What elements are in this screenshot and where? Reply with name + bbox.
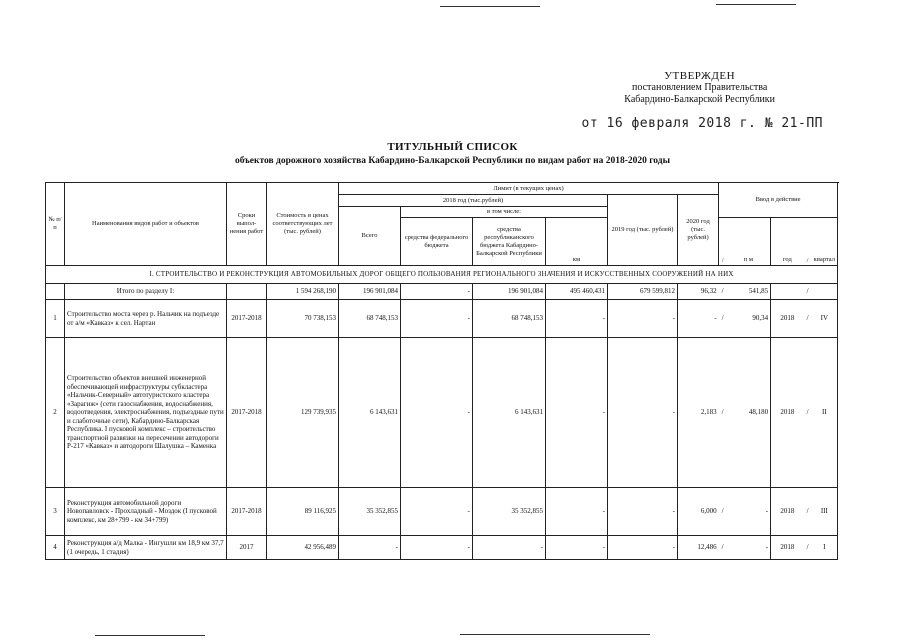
header-quarter: квартал — [812, 218, 838, 266]
cell-federal: - — [401, 284, 473, 300]
table-row: 4 Реконструкция а/д Малка - Ингушли км 18,9 км 37,7 (1 очередь, 1 стадия) 2017 42 956,489 - - - - - 12,486 / - 2018 / I — [46, 536, 838, 560]
cell-name: Реконструкция автомобильной дороги Новопавловск - Прохладный - Моздок (I пусковой комплекс, км 28+799 - км 34+799) — [65, 488, 227, 536]
approval-date: от 16 февраля 2018 г. № 21-ПП — [581, 116, 823, 131]
cell-terms: 2017 — [227, 536, 267, 560]
header-2018: 2018 год (тыс.рублей) — [339, 195, 608, 207]
header-2020: 2020 год (тыс. рублей) — [678, 195, 719, 266]
header-pm: п м — [727, 218, 771, 266]
title-list-table: № п/п Наименования видов работ и объектов Сроки выпол-нения работ Стоимость в ценах соответствующих лет (тыс. рублей) Лимит (в текущих ценах) Ввод в действие 2018 год (тыс.рублей) 2019 год (тыс. рублей) 2020 год (тыс. рублей) Всего в том числе: средства федерального бюджета средства республиканского бюджета Кабардино-Балкарской Республики км / п м год / квартал I. СТРОИТЕЛЬСТВО И РЕКОНСТРУКЦИЯ АВТОМОБИЛЬНЫХ ДОРОГ ОБЩЕГО ПОЛЬЗОВАНИЯ РЕГИОНАЛЬНОГО ЗНАЧЕНИЯ И ИСКУССТВЕННЫХ СООРУЖЕНИЙ НА НИХ Итого по разделу I: 1 594 268,190 196 901,084 - 196 901,084 495 460,431 679 599,812 96,32 / 541,85 / 1 Строительство моста через р. Нальчик на подъезде от а/м «Кавказ» к сел. Нартан 2017-2018 70 738,153 68 748,153 - 68 748,153 - - - / 90,34 2018 / IV 2 Строительство объектов внешней инженерной обеспечивающей инфраструктуры субкластера «Нальчик-Северный» автотуристского кластера «Зарагиж» (сети газоснабжения, водоснабжения, водоотведения, электроснабжения, подъездные пути и слаботочные сети), Кабардино-Балкарская Республика. I пусковой комплекс – строительство транспортной развязки на пересечении автодороги Р-217 «Кавказ» и автодороги Шалушка – Каменка 2017-2018 129 739,935 6 143,631 - 6 143,631 - - 2,183 / 48,180 2018 / II 3 Реконструкция автомобильной дороги Новопавловск - Прохладный - Моздок (I пусковой комплекс, км 28+799 - км 34+799) 2017-2018 89 116,925 35 352,855 - 35 352,855 - - 6,000 / - 2018 / III 4 Реконструкция а/д Малка - Ингушли км 18,9 км 37,7 (1 очередь, 1 стадия) 2017 42 956,489 - - - - - 12,486 / - 2018 / I — [45, 182, 838, 560]
cell-2020: - — [608, 536, 678, 560]
header-2019: 2019 год (тыс. рублей) — [608, 195, 678, 266]
cell-km: 12,486 — [678, 536, 719, 560]
header-republic: средства республиканского бюджета Кабардино-Балкарской Республики — [473, 218, 546, 266]
cell-republic: 68 748,153 — [473, 300, 546, 338]
cell-2019: - — [546, 300, 608, 338]
cell-km: - — [678, 300, 719, 338]
cell-total2018: 196 901,084 — [339, 284, 401, 300]
cell-2020: - — [608, 300, 678, 338]
cell-terms: 2017-2018 — [227, 300, 267, 338]
cell-2019: - — [546, 488, 608, 536]
cell-total2018: - — [339, 536, 401, 560]
cell-cost: 42 956,489 — [267, 536, 339, 560]
cell-cost: 129 739,935 — [267, 338, 339, 488]
cell-num: 1 — [46, 300, 65, 338]
cell-federal: - — [401, 488, 473, 536]
cell-km: 2,183 — [678, 338, 719, 488]
approval-line: Кабардино-Балкарской Республики — [624, 94, 775, 105]
cell-pm: - — [727, 488, 771, 536]
approval-heading: УТВЕРЖДЕН — [664, 70, 736, 82]
cell-federal: - — [401, 300, 473, 338]
cell-quarter — [812, 284, 838, 300]
cell-num: 3 — [46, 488, 65, 536]
scan-mark — [716, 4, 796, 5]
cell-2020: - — [608, 338, 678, 488]
cell-federal: - — [401, 338, 473, 488]
cell-pm: - — [727, 536, 771, 560]
header-total: Всего — [339, 207, 401, 266]
section-total-row: Итого по разделу I: 1 594 268,190 196 901,084 - 196 901,084 495 460,431 679 599,812 96,32 / 541,85 / — [46, 284, 838, 300]
table-row: 3 Реконструкция автомобильной дороги Новопавловск - Прохладный - Моздок (I пусковой комплекс, км 28+799 - км 34+799) 2017-2018 89 116,925 35 352,855 - 35 352,855 - - 6,000 / - 2018 / III — [46, 488, 838, 536]
approval-line: постановлением Правительства — [632, 82, 768, 93]
cell-total2018: 6 143,631 — [339, 338, 401, 488]
cell-terms: 2017-2018 — [227, 488, 267, 536]
cell-name: Строительство объектов внешней инженерной обеспечивающей инфраструктуры субкластера «Нальчик-Северный» автотуристского кластера «Зарагиж» (сети газоснабжения, водоснабжения, водоотведения, электроснабжения, подъездные пути и слаботочные сети), Кабардино-Балкарская Республика. I пусковой комплекс – строительство транспортной развязки на пересечении автодороги Р-217 «Кавказ» и автодороги Шалушка – Каменка — [65, 338, 227, 488]
scan-mark — [95, 635, 205, 636]
section-total-label: Итого по разделу I: — [65, 284, 227, 300]
cell-2019: - — [546, 338, 608, 488]
cell-federal: - — [401, 536, 473, 560]
cell-name: Строительство моста через р. Нальчик на подъезде от а/м «Кавказ» к сел. Нартан — [65, 300, 227, 338]
cell-year: 2018 — [771, 488, 804, 536]
cell-republic: 196 901,084 — [473, 284, 546, 300]
cell-num: 4 — [46, 536, 65, 560]
document-subtitle: объектов дорожного хозяйства Кабардино-Балкарской Республики по видам работ на 2018-2020 годы — [234, 156, 671, 166]
cell-2020: - — [608, 488, 678, 536]
cell-year: 2018 — [771, 300, 804, 338]
cell-year: 2018 — [771, 536, 804, 560]
cell-total2018: 35 352,855 — [339, 488, 401, 536]
cell-pm: 48,180 — [727, 338, 771, 488]
cell-quarter: IV — [812, 300, 838, 338]
table-row: 2 Строительство объектов внешней инженерной обеспечивающей инфраструктуры субкластера «Нальчик-Северный» автотуристского кластера «Зарагиж» (сети газоснабжения, водоснабжения, водоотведения, электроснабжения, подъездные пути и слаботочные сети), Кабардино-Балкарская Республика. I пусковой комплекс – строительство транспортной развязки на пересечении автодороги Р-217 «Кавказ» и автодороги Шалушка – Каменка 2017-2018 129 739,935 6 143,631 - 6 143,631 - - 2,183 / 48,180 2018 / II — [46, 338, 838, 488]
cell-quarter: II — [812, 338, 838, 488]
header-num: № п/п — [46, 183, 65, 266]
cell-km: 96,32 — [678, 284, 719, 300]
header-terms: Сроки выпол-нения работ — [227, 183, 267, 266]
cell-republic: - — [473, 536, 546, 560]
header-year: год — [771, 218, 804, 266]
section-title: I. СТРОИТЕЛЬСТВО И РЕКОНСТРУКЦИЯ АВТОМОБИЛЬНЫХ ДОРОГ ОБЩЕГО ПОЛЬЗОВАНИЯ РЕГИОНАЛЬНОГО ЗНАЧЕНИЯ И ИСКУССТВЕННЫХ СООРУЖЕНИЙ НА НИХ — [46, 266, 838, 284]
cell-pm: 541,85 — [727, 284, 771, 300]
cell-2020: 679 599,812 — [608, 284, 678, 300]
approval-block — [581, 70, 823, 131]
header-limit: Лимит (в текущих ценах) — [339, 183, 719, 195]
cell-quarter: I — [812, 536, 838, 560]
cell-year — [771, 284, 804, 300]
header-name: Наименования видов работ и объектов — [65, 183, 227, 266]
document-title: ТИТУЛЬНЫЙ СПИСОК — [387, 141, 518, 153]
header-commission: Ввод в действие — [719, 183, 838, 218]
cell-name: Реконструкция а/д Малка - Ингушли км 18,9 км 37,7 (1 очередь, 1 стадия) — [65, 536, 227, 560]
header-including: в том числе: — [401, 207, 608, 218]
cell-pm: 90,34 — [727, 300, 771, 338]
header-km: км — [546, 218, 608, 266]
cell-cost: 1 594 268,190 — [267, 284, 339, 300]
header-federal: средства федерального бюджета — [401, 218, 473, 266]
cell-cost: 70 738,153 — [267, 300, 339, 338]
header-cost: Стоимость в ценах соответствующих лет (тыс. рублей) — [267, 183, 339, 266]
scan-mark — [440, 6, 540, 7]
cell-terms: 2017-2018 — [227, 338, 267, 488]
cell-year: 2018 — [771, 338, 804, 488]
cell-cost: 89 116,925 — [267, 488, 339, 536]
cell-total2018: 68 748,153 — [339, 300, 401, 338]
cell-num: 2 — [46, 338, 65, 488]
cell-quarter: III — [812, 488, 838, 536]
cell-km: 6,000 — [678, 488, 719, 536]
cell-2019: 495 460,431 — [546, 284, 608, 300]
scan-mark — [460, 634, 650, 635]
cell-2019: - — [546, 536, 608, 560]
cell-republic: 6 143,631 — [473, 338, 546, 488]
cell-republic: 35 352,855 — [473, 488, 546, 536]
table-row: 1 Строительство моста через р. Нальчик на подъезде от а/м «Кавказ» к сел. Нартан 2017-2018 70 738,153 68 748,153 - 68 748,153 - - - / 90,34 2018 / IV — [46, 300, 838, 338]
